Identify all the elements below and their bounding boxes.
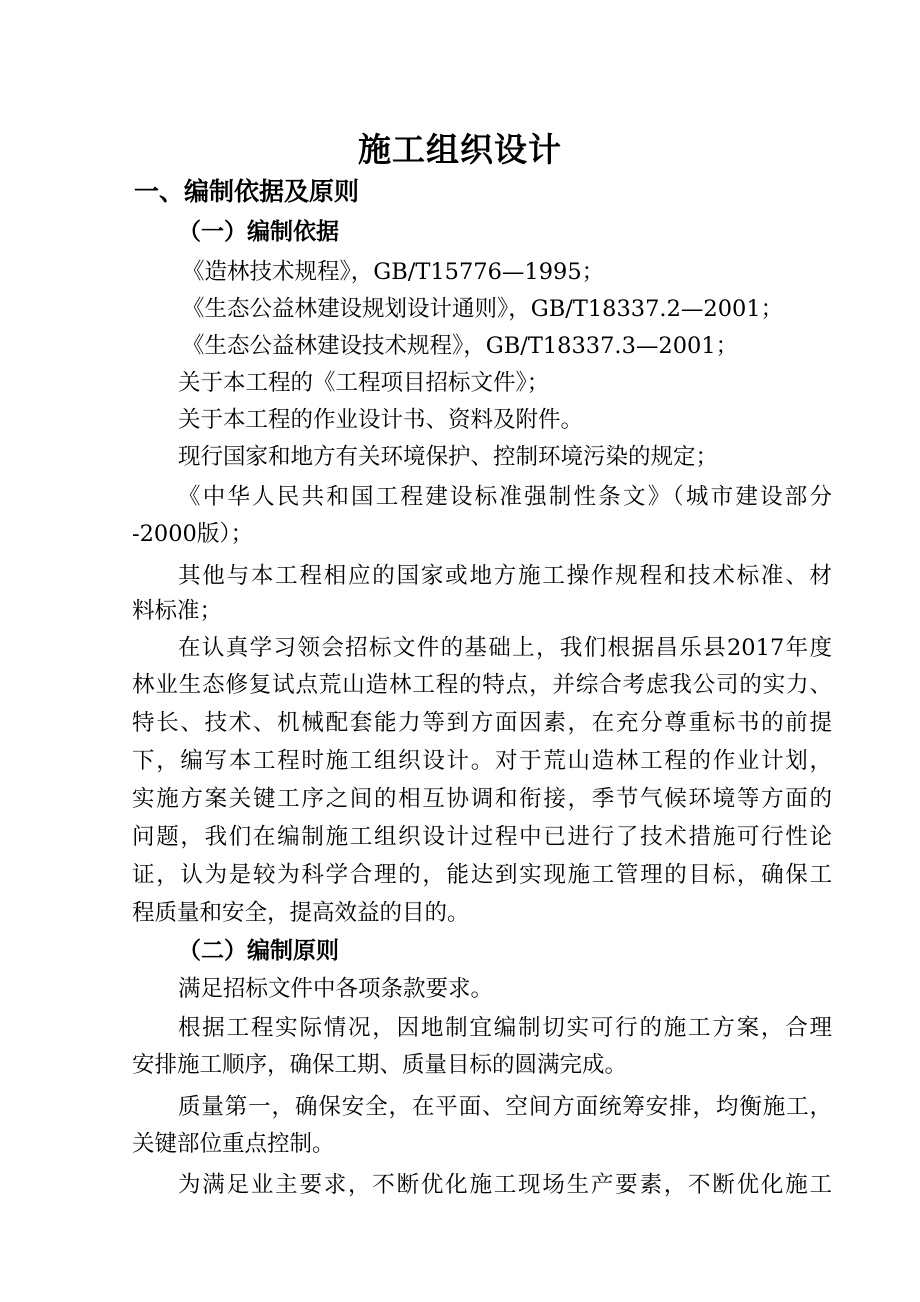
basis-item-8-line-1: 其他与本工程相应的国家或地方施工操作规程和技术标准、材 <box>178 563 832 589</box>
basis-item-6: 现行国家和地方有关环境保护、控制环境污染的规定； <box>178 444 719 470</box>
paragraph-line-5: 实施方案关键工序之间的相互协调和衔接，季节气候环境等方面的 <box>132 786 832 812</box>
paragraph-line-1: 在认真学习领会招标文件的基础上，我们根据昌乐县2017年度 <box>178 635 832 661</box>
page-title: 施工组织设计 <box>358 130 562 169</box>
paragraph-line-2: 林业生态修复试点荒山造林工程的特点，并综合考虑我公司的实力、 <box>132 672 832 698</box>
subsection-heading-principles: （二）编制原则 <box>178 938 339 964</box>
basis-item-4: 关于本工程的《工程项目招标文件》； <box>178 370 550 396</box>
paragraph-line-4: 下，编写本工程时施工组织设计。对于荒山造林工程的作业计划， <box>132 748 832 774</box>
principle-item-1: 满足招标文件中各项条款要求。 <box>178 976 494 1002</box>
paragraph-line-3: 特长、技术、机械配套能力等到方面因素，在充分尊重标书的前提 <box>132 710 832 736</box>
basis-item-7-line-1: 《中华人民共和国工程建设标准强制性条文》（城市建设部分 <box>178 484 832 510</box>
basis-item-7-line-2: -2000版）； <box>132 521 254 547</box>
basis-item-1: 《造林技术规程》，GB/T15776—1995； <box>182 259 605 285</box>
principle-item-3-line-2: 关键部位重点控制。 <box>132 1131 335 1157</box>
principle-item-3-line-1: 质量第一，确保安全，在平面、空间方面统筹安排，均衡施工， <box>178 1094 832 1120</box>
paragraph-line-6: 问题，我们在编制施工组织设计过程中已进行了技术措施可行性论 <box>132 824 832 850</box>
basis-item-3: 《生态公益林建设技术规程》，GB/T18337.3—2001； <box>182 333 739 359</box>
basis-item-2: 《生态公益林建设规划设计通则》，GB/T18337.2—2001； <box>182 296 784 322</box>
principle-item-2-line-1: 根据工程实际情况，因地制宜编制切实可行的施工方案，合理 <box>178 1015 832 1041</box>
paragraph-line-8: 程质量和安全，提高效益的目的。 <box>132 900 470 926</box>
basis-item-8-line-2: 料标准； <box>132 598 223 624</box>
principle-item-2-line-2: 安排施工顺序，确保工期、质量目标的圆满完成。 <box>132 1052 628 1078</box>
paragraph-line-7: 证，认为是较为科学合理的，能达到实现施工管理的目标，确保工 <box>132 862 832 888</box>
section-heading-1: 一、编制依据及原则 <box>134 177 360 206</box>
basis-item-5: 关于本工程的作业设计书、资料及附件。 <box>178 407 584 433</box>
subsection-heading-basis: （一）编制依据 <box>178 219 339 245</box>
principle-item-4-line-1: 为满足业主要求，不断优化施工现场生产要素，不断优化施工 <box>178 1172 832 1198</box>
